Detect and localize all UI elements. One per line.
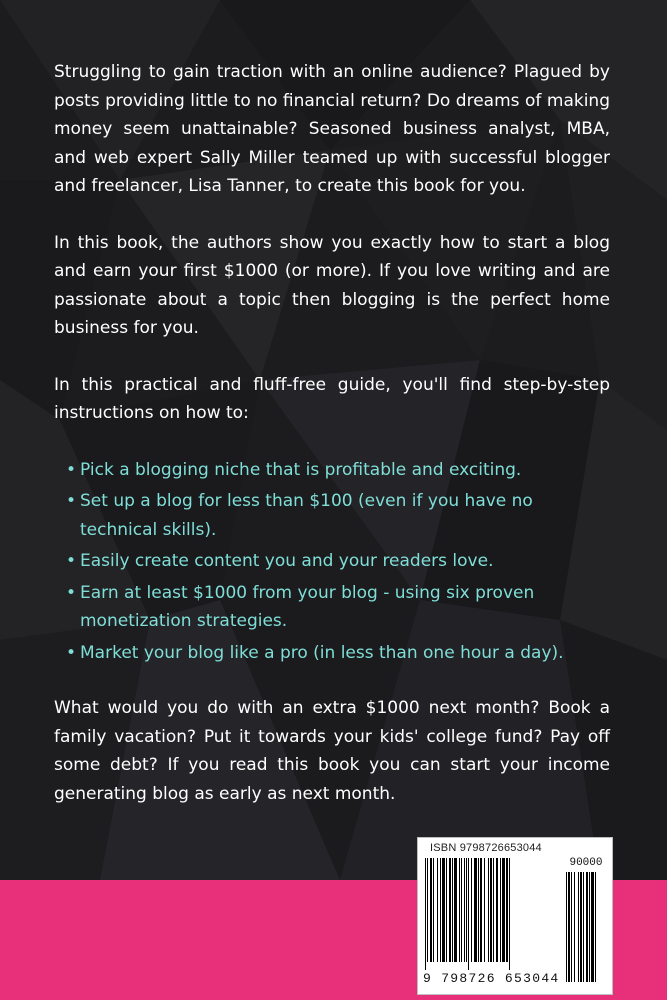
bullet-dot-icon: • bbox=[66, 491, 77, 511]
benefits-list bbox=[54, 456, 610, 668]
bullet-dot-icon: • bbox=[66, 459, 77, 480]
addon-barcode bbox=[566, 872, 606, 990]
list-item bbox=[66, 579, 610, 636]
blurb bbox=[54, 58, 610, 836]
isbn-barcode-box bbox=[417, 837, 613, 995]
list-item bbox=[66, 639, 610, 668]
closing-paragraph: What would you do with an extra $1000 next month? Book a family vacation? Put it towards your kids' college fund? Pay off some debt? If you read this book you can start your income generating blog as early as next month. bbox=[54, 698, 610, 804]
list-item-text: Set up a blog for less than $100 (even if you have no technical skills). bbox=[80, 491, 533, 540]
list-item bbox=[66, 547, 610, 576]
list-item-text: Earn at least $1000 from your blog - using six proven monetization strategies. bbox=[80, 582, 535, 631]
list-item bbox=[66, 487, 610, 544]
list-item-text: Pick a blogging niche that is profitable and exciting. bbox=[80, 459, 522, 480]
second-paragraph: In this book, the authors show you exactly how to start a blog and earn your first $1000 (or more). If you love writing and are passionate about a topic then blogging is the perfect home business for you. bbox=[54, 232, 610, 338]
bullet-dot-icon: • bbox=[66, 551, 77, 571]
list-item bbox=[66, 456, 610, 485]
ean13-barcode bbox=[425, 858, 560, 970]
list-item-text: Market your blog like a pro (in less than one hour a day). bbox=[80, 642, 564, 663]
intro-paragraph: Struggling to gain traction with an online audience? Plagued by posts providing little to no financial return? Do dreams of making money seem unattainable? Seasoned business analyst, MBA, and web expert Sally Miller teamed up with successful blogger and freelancer, Lisa Tanner, to create this book for you. bbox=[54, 62, 610, 196]
isbn-digits: 9 798726 653044 bbox=[423, 971, 560, 986]
third-paragraph: In this practical and fluff-free guide, you'll find step-by-step instructions on how to: bbox=[54, 374, 610, 423]
price-code: 90000 bbox=[569, 857, 603, 869]
bullet-dot-icon: • bbox=[66, 642, 77, 663]
isbn-label: ISBN 9798726653044 bbox=[430, 842, 542, 854]
bullet-dot-icon: • bbox=[66, 582, 77, 603]
list-item-text: Easily create content you and your readers love. bbox=[80, 551, 494, 571]
